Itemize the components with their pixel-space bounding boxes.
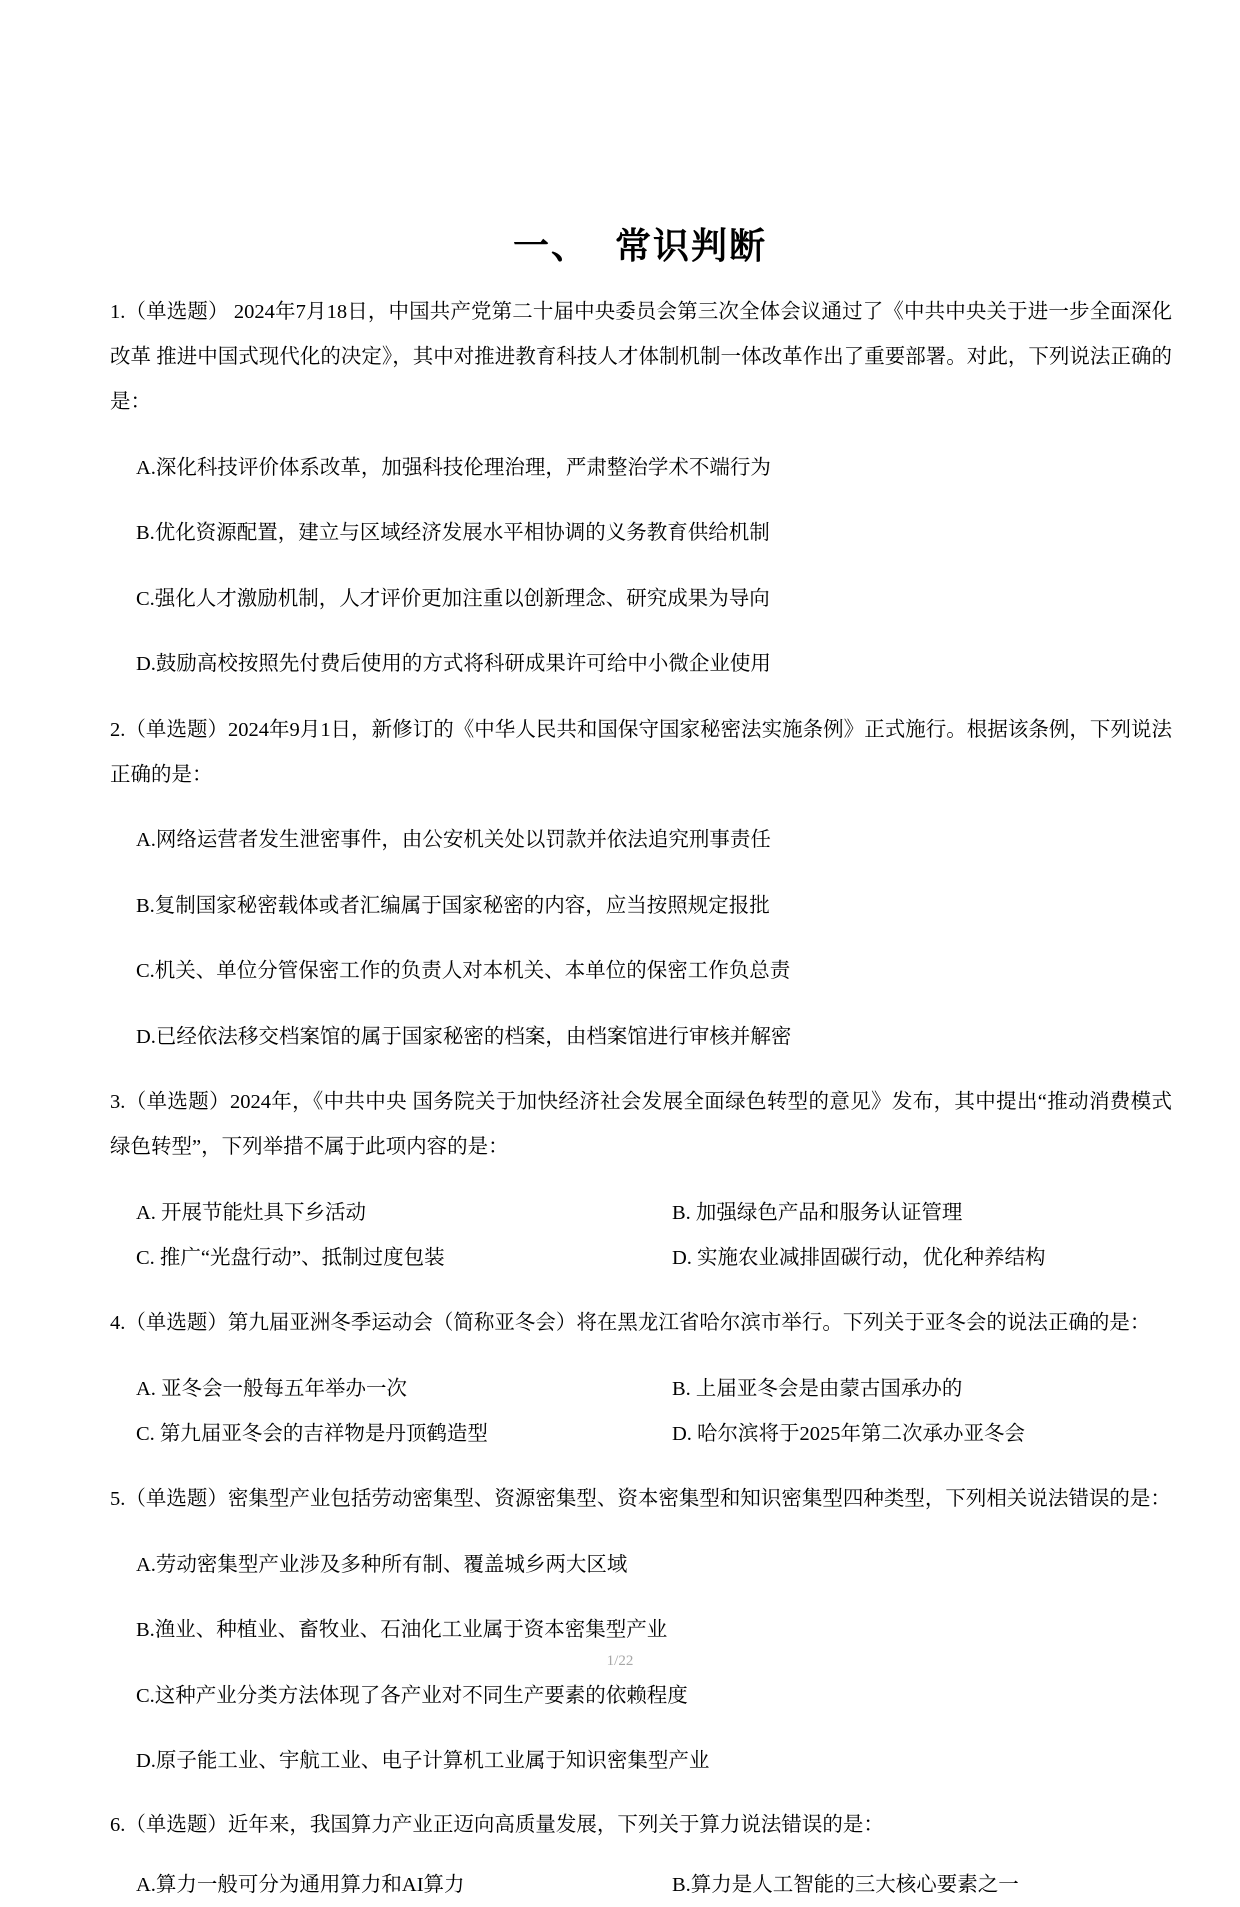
section-title-text: 常识判断: [615, 226, 768, 266]
question-4-option-c[interactable]: C. 第九届亚冬会的吉祥物是丹顶鹤造型: [136, 1422, 488, 1445]
question-6-option-b[interactable]: B.算力是人工智能的三大核心要素之一: [672, 1874, 1019, 1897]
question-3-option-c[interactable]: C. 推广“光盘行动”、抵制过度包装: [136, 1246, 445, 1269]
page-footer: 1/22: [606, 1653, 634, 1669]
question-1-option-c[interactable]: C.强化人才激励机制，人才评价更加注重以创新理念、研究成果为导向: [136, 587, 770, 610]
question-4-option-d[interactable]: D. 哈尔滨将于2025年第二次承办亚冬会: [672, 1422, 1026, 1445]
question-3-option-a[interactable]: A. 开展节能灶具下乡活动: [136, 1201, 367, 1224]
question-4-option-b[interactable]: B. 上届亚冬会是由蒙古国承办的: [672, 1377, 963, 1400]
question-3: [68, 1080, 1172, 1281]
question-2-stem: 2.（单选题）2024年9月1日，新修订的《中华人民共和国保守国家秘密法实施条例》正式施行。根据该条例，下列说法正确的是：: [110, 718, 1172, 786]
question-2-option-a[interactable]: A.网络运营者发生泄密事件，由公安机关处以罚款并依法追究刑事责任: [136, 829, 771, 852]
question-1-option-a[interactable]: A.深化科技评价体系改革，加强科技伦理治理，严肃整治学术不端行为: [136, 456, 771, 479]
question-4-option-a[interactable]: A. 亚冬会一般每五年举办一次: [136, 1377, 408, 1400]
question-6: [68, 1805, 1172, 1906]
question-3-option-d[interactable]: D. 实施农业减排固碳行动，优化种养结构: [672, 1246, 1046, 1269]
question-1-option-b[interactable]: B.优化资源配置，建立与区域经济发展水平相协调的义务教育供给机制: [136, 522, 770, 545]
section-title: [68, 225, 1172, 268]
question-3-option-row-1: [68, 1191, 1172, 1236]
question-4-option-row-1: [68, 1367, 1172, 1412]
question-3-option-row-2: [68, 1236, 1172, 1281]
question-4-option-row-2: [68, 1412, 1172, 1457]
question-6-option-a[interactable]: A.算力一般可分为通用算力和AI算力: [136, 1874, 465, 1897]
section-title-number: 一、: [512, 226, 589, 266]
question-3-option-b[interactable]: B. 加强绿色产品和服务认证管理: [672, 1201, 963, 1224]
question-3-stem: 3.（单选题）2024年，《中共中央 国务院关于加快经济社会发展全面绿色转型的意见》发布，其中提出“推动消费模式绿色转型”，下列举措不属于此项内容的是：: [110, 1091, 1172, 1159]
question-2-option-d[interactable]: D.已经依法移交档案馆的属于国家秘密的档案，由档案馆进行审核并解密: [136, 1025, 792, 1048]
question-5-option-c[interactable]: C.这种产业分类方法体现了各产业对不同生产要素的依赖程度: [136, 1684, 688, 1707]
question-2-option-c[interactable]: C.机关、单位分管保密工作的负责人对本机关、本单位的保密工作负总责: [136, 960, 791, 983]
question-4-stem: 4.（单选题）第九届亚洲冬季运动会（简称亚冬会）将在黑龙江省哈尔滨市举行。下列关于亚冬会的说法正确的是：: [110, 1312, 1151, 1335]
question-4: [68, 1301, 1172, 1457]
question-2: [68, 708, 1172, 1060]
question-6-stem: 6.（单选题）近年来，我国算力产业正迈向高质量发展，下列关于算力说法错误的是：: [110, 1813, 884, 1836]
question-5: [68, 1477, 1172, 1784]
question-5-stem: 5.（单选题）密集型产业包括劳动密集型、资源密集型、资本密集型和知识密集型四种类型，下列相关说法错误的是：: [110, 1488, 1171, 1511]
question-5-option-d[interactable]: D.原子能工业、宇航工业、电子计算机工业属于知识密集型产业: [136, 1750, 710, 1773]
question-2-option-b[interactable]: B.复制国家秘密载体或者汇编属于国家秘密的内容，应当按照规定报批: [136, 894, 770, 917]
question-1-option-d[interactable]: D.鼓励高校按照先付费后使用的方式将科研成果许可给中小微企业使用: [136, 653, 771, 676]
question-1-stem: 1.（单选题） 2024年7月18日，中国共产党第二十届中央委员会第三次全体会议通过了《中共中央关于进一步全面深化改革 推进中国式现代化的决定》，其中对推进教育科技人才体制机制一体改革作出了重要部署。对此，下列说法正确的是：: [110, 301, 1172, 414]
question-6-option-row-1: [68, 1865, 1172, 1905]
question-5-option-a[interactable]: A.劳动密集型产业涉及多种所有制、覆盖城乡两大区域: [136, 1553, 628, 1576]
question-1: [68, 290, 1172, 687]
question-5-option-b[interactable]: B.渔业、种植业、畜牧业、石油化工业属于资本密集型产业: [136, 1619, 668, 1642]
